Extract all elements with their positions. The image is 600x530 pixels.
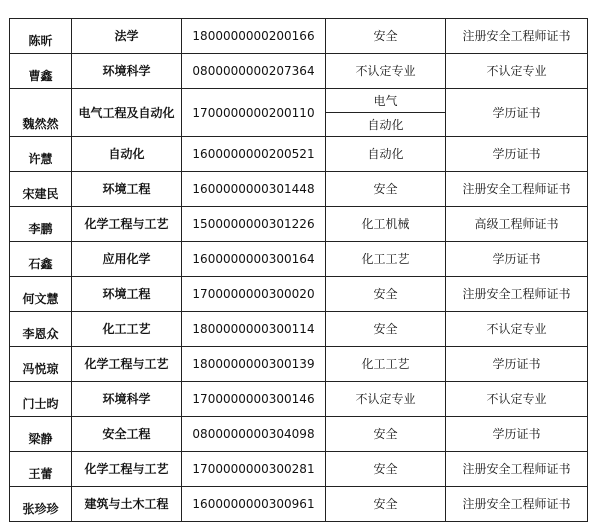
table-row bbox=[10, 347, 588, 382]
name-cell: 曹鑫 bbox=[10, 54, 72, 89]
direction-cell: 电气 bbox=[326, 89, 446, 113]
table-row bbox=[10, 382, 588, 417]
direction-cell: 安全 bbox=[326, 417, 446, 452]
major-cell: 化学工程与工艺 bbox=[72, 207, 182, 242]
name-cell: 李恩众 bbox=[10, 312, 72, 347]
name-cell: 魏然然 bbox=[10, 89, 72, 137]
table-row bbox=[10, 312, 588, 347]
major-cell: 环境工程 bbox=[72, 277, 182, 312]
name-cell: 石鑫 bbox=[10, 242, 72, 277]
direction-cell: 化工工艺 bbox=[326, 242, 446, 277]
id-cell: 0800000000207364 bbox=[182, 54, 326, 89]
certificate-cell: 不认定专业 bbox=[446, 312, 588, 347]
name-cell: 冯悦琼 bbox=[10, 347, 72, 382]
major-cell: 环境科学 bbox=[72, 382, 182, 417]
id-cell: 1700000000300020 bbox=[182, 277, 326, 312]
id-cell: 1500000000301226 bbox=[182, 207, 326, 242]
id-cell: 1700000000300146 bbox=[182, 382, 326, 417]
direction-cell: 安全 bbox=[326, 312, 446, 347]
direction-cell: 安全 bbox=[326, 19, 446, 54]
certificate-cell: 注册安全工程师证书 bbox=[446, 452, 588, 487]
name-cell: 何文慧 bbox=[10, 277, 72, 312]
id-cell: 0800000000304098 bbox=[182, 417, 326, 452]
direction-cell: 安全 bbox=[326, 452, 446, 487]
records-table bbox=[9, 18, 588, 522]
major-cell: 电气工程及自动化 bbox=[72, 89, 182, 137]
id-cell: 1600000000300961 bbox=[182, 487, 326, 522]
certificate-cell: 注册安全工程师证书 bbox=[446, 19, 588, 54]
name-cell: 门士昀 bbox=[10, 382, 72, 417]
major-cell: 环境工程 bbox=[72, 172, 182, 207]
table-row bbox=[10, 89, 588, 113]
direction-cell: 不认定专业 bbox=[326, 382, 446, 417]
name-cell: 王蕾 bbox=[10, 452, 72, 487]
id-cell: 1600000000200521 bbox=[182, 137, 326, 172]
name-cell: 宋建民 bbox=[10, 172, 72, 207]
certificate-cell: 注册安全工程师证书 bbox=[446, 277, 588, 312]
id-cell: 1700000000300281 bbox=[182, 452, 326, 487]
major-cell: 应用化学 bbox=[72, 242, 182, 277]
major-cell: 化工工艺 bbox=[72, 312, 182, 347]
table-row bbox=[10, 417, 588, 452]
id-cell: 1800000000200166 bbox=[182, 19, 326, 54]
certificate-cell: 不认定专业 bbox=[446, 54, 588, 89]
direction-cell: 安全 bbox=[326, 172, 446, 207]
id-cell: 1800000000300139 bbox=[182, 347, 326, 382]
name-cell: 陈昕 bbox=[10, 19, 72, 54]
certificate-cell: 学历证书 bbox=[446, 347, 588, 382]
major-cell: 化学工程与工艺 bbox=[72, 347, 182, 382]
table-row bbox=[10, 54, 588, 89]
major-cell: 法学 bbox=[72, 19, 182, 54]
certificate-cell: 不认定专业 bbox=[446, 382, 588, 417]
id-cell: 1800000000300114 bbox=[182, 312, 326, 347]
name-cell: 梁静 bbox=[10, 417, 72, 452]
certificate-cell: 学历证书 bbox=[446, 137, 588, 172]
direction-cell: 安全 bbox=[326, 277, 446, 312]
major-cell: 安全工程 bbox=[72, 417, 182, 452]
direction-cell: 化工机械 bbox=[326, 207, 446, 242]
table-row bbox=[10, 242, 588, 277]
table-row bbox=[10, 207, 588, 242]
table-row bbox=[10, 172, 588, 207]
table-row bbox=[10, 452, 588, 487]
id-cell: 1700000000200110 bbox=[182, 89, 326, 137]
direction-cell: 安全 bbox=[326, 487, 446, 522]
direction-cell: 自动化 bbox=[326, 137, 446, 172]
table-row bbox=[10, 137, 588, 172]
major-cell: 建筑与土木工程 bbox=[72, 487, 182, 522]
table-row bbox=[10, 277, 588, 312]
certificate-cell: 学历证书 bbox=[446, 417, 588, 452]
major-cell: 自动化 bbox=[72, 137, 182, 172]
table-row bbox=[10, 19, 588, 54]
major-cell: 化学工程与工艺 bbox=[72, 452, 182, 487]
table-row bbox=[10, 487, 588, 522]
name-cell: 许慧 bbox=[10, 137, 72, 172]
direction-extra-cell: 自动化 bbox=[326, 113, 446, 137]
id-cell: 1600000000300164 bbox=[182, 242, 326, 277]
certificate-cell: 注册安全工程师证书 bbox=[446, 487, 588, 522]
certificate-cell: 高级工程师证书 bbox=[446, 207, 588, 242]
direction-cell: 化工工艺 bbox=[326, 347, 446, 382]
direction-cell: 不认定专业 bbox=[326, 54, 446, 89]
id-cell: 1600000000301448 bbox=[182, 172, 326, 207]
certificate-cell: 学历证书 bbox=[446, 89, 588, 137]
name-cell: 李鹏 bbox=[10, 207, 72, 242]
name-cell: 张珍珍 bbox=[10, 487, 72, 522]
certificate-cell: 注册安全工程师证书 bbox=[446, 172, 588, 207]
major-cell: 环境科学 bbox=[72, 54, 182, 89]
certificate-cell: 学历证书 bbox=[446, 242, 588, 277]
